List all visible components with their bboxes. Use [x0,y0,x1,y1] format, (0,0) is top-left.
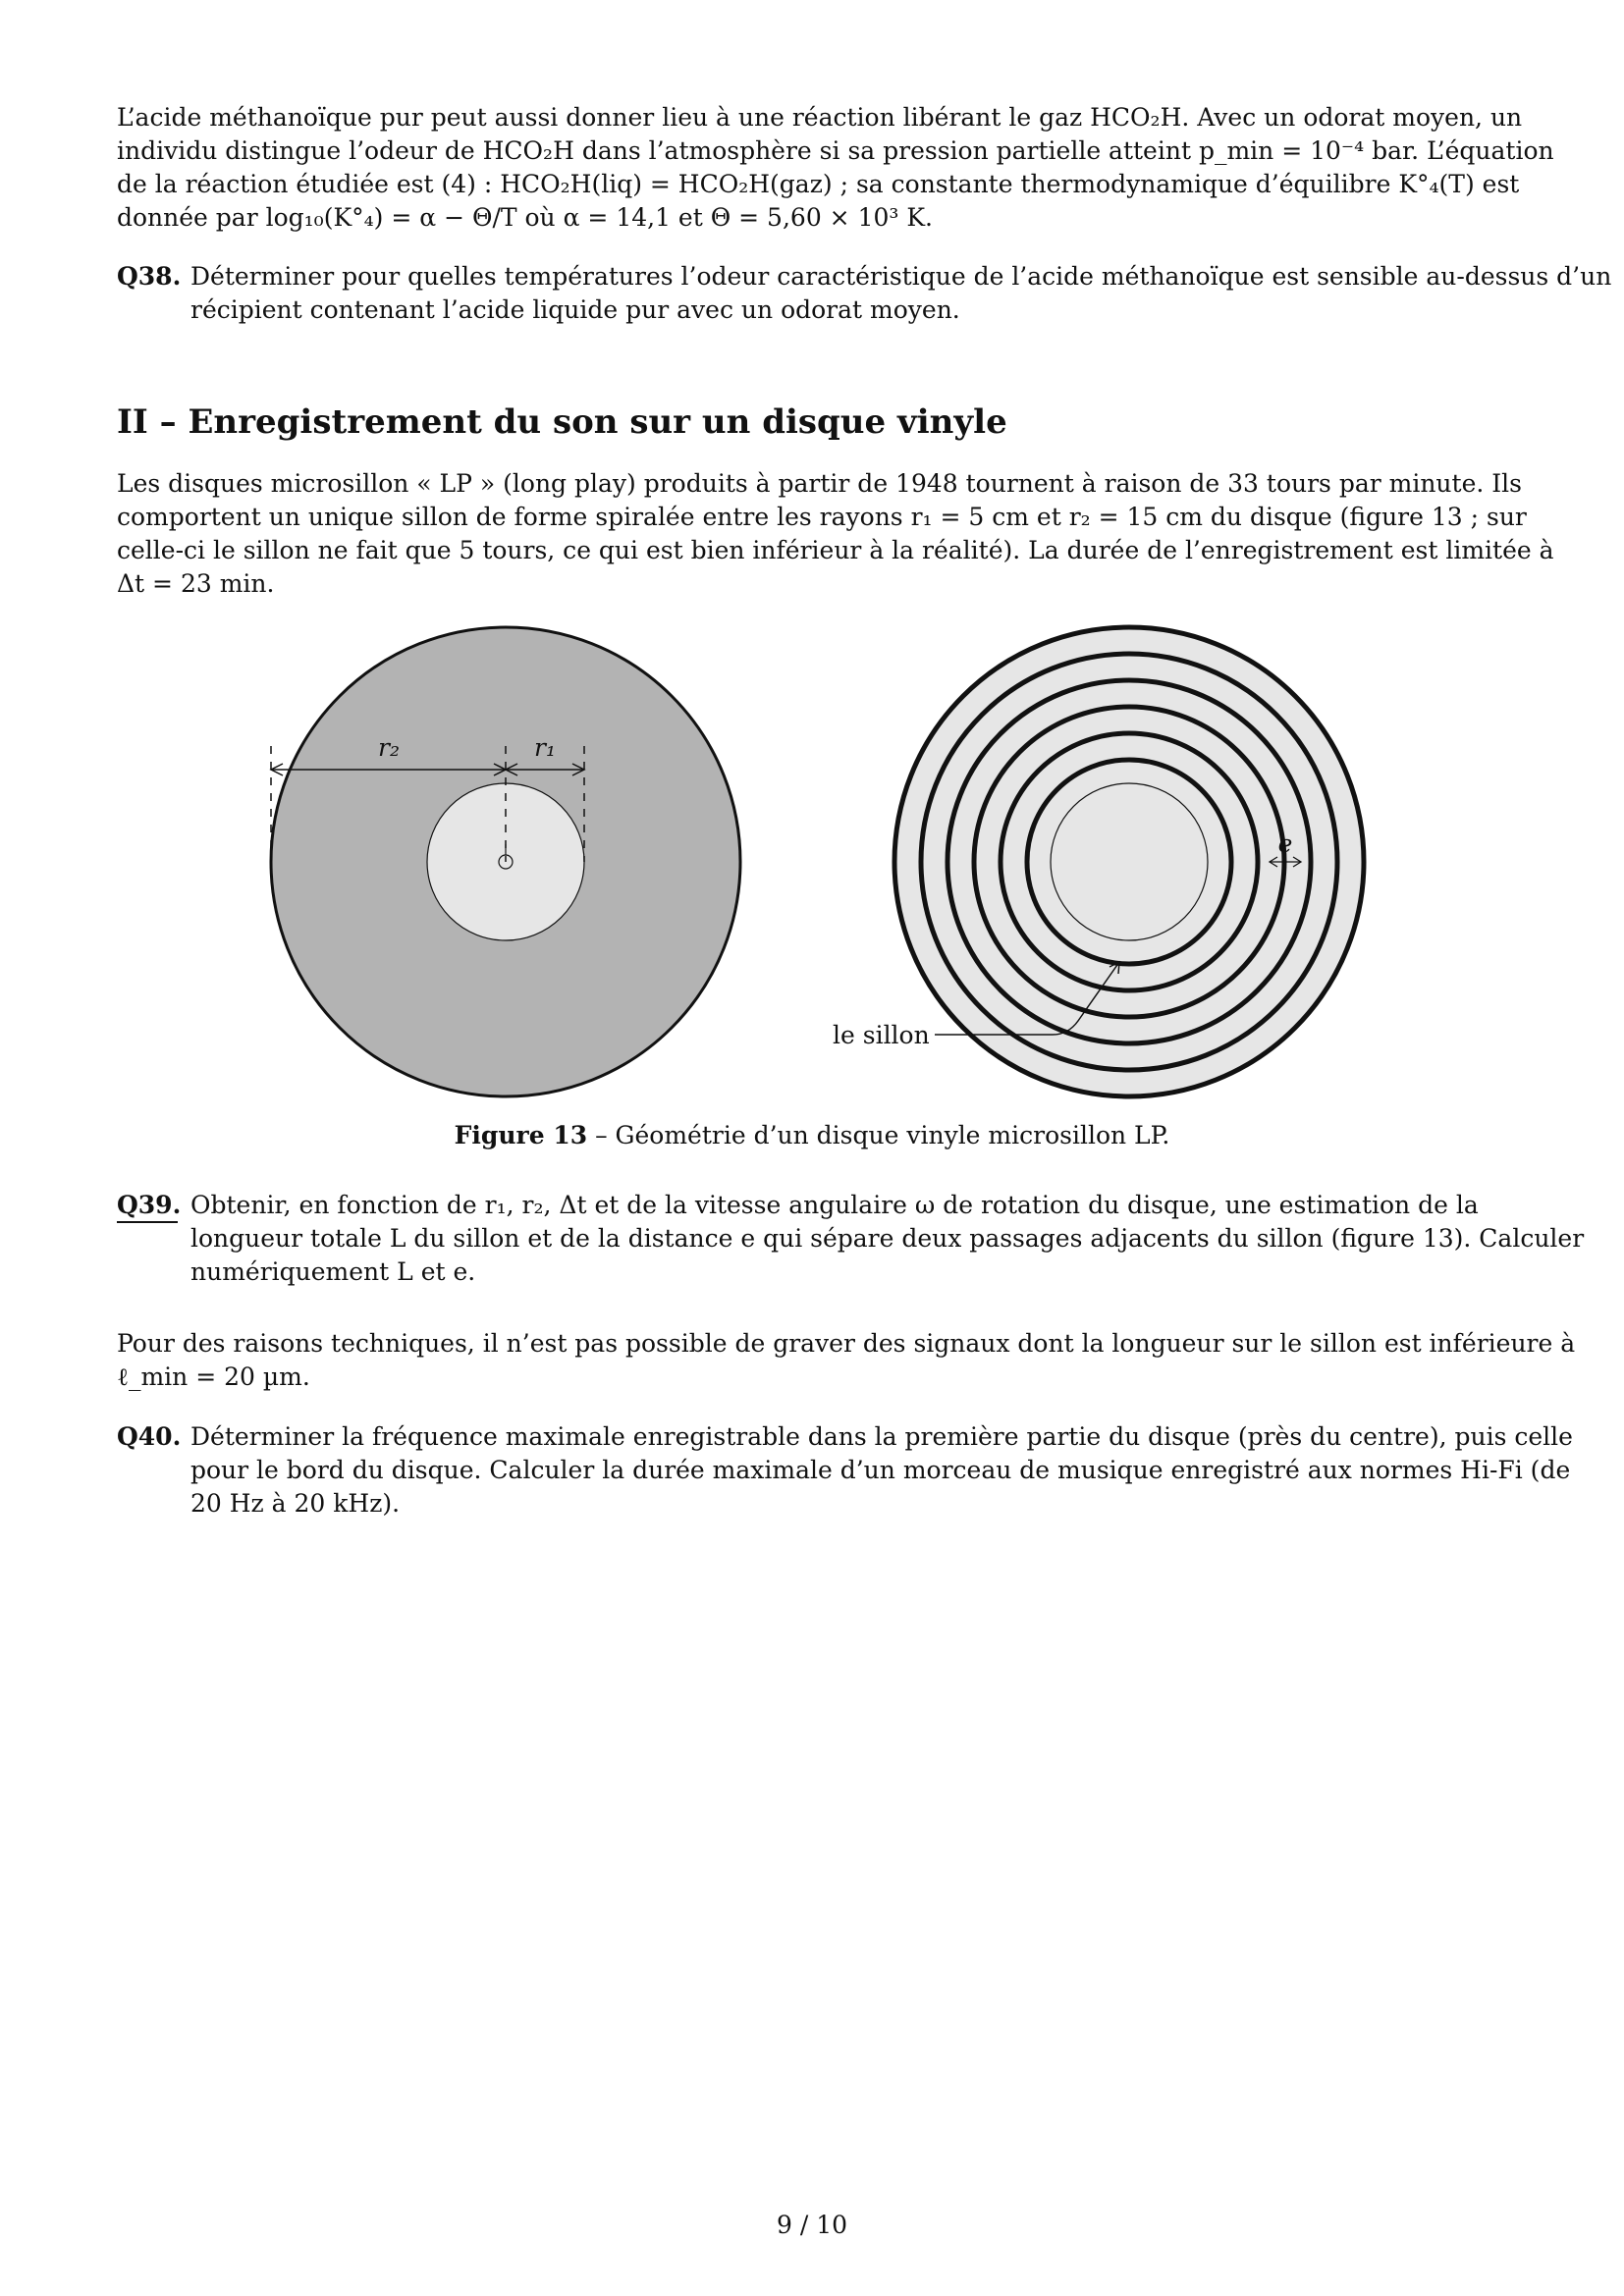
caption-label: Figure 13 [454,1121,588,1149]
tech-paragraph [117,1327,1576,1394]
intro-line: individu distingue l’odeur de HCO₂H dans l’atmosphère si sa pression partielle atteint p_min = 10⁻⁴ bar. L’équation [117,136,1554,165]
question-label: Q40. [117,1422,182,1451]
question-line: Obtenir, en fonction de r₁, r₂, Δt et de la vitesse angulaire ω de rotation du disque, une estimation de la [190,1191,1479,1219]
vinyl-line: Les disques microsillon « LP » (long play) produits à partir de 1948 tournent à raison de 33 tours par minute. Ils [117,469,1522,498]
question-label: Q39. [117,1191,182,1219]
tech-line: ℓ_min = 20 µm. [117,1362,310,1391]
question-line: 20 Hz à 20 kHz). [190,1489,401,1518]
figure-caption [0,1119,1624,1152]
question-line: Déterminer pour quelles températures l’odeur caractéristique de l’acide méthanoïque est sensible au-dessus d’un [190,262,1612,291]
intro-line: de la réaction étudiée est (4) : HCO₂H(liq) = HCO₂H(gaz) ; sa constante thermodynamique d’équilibre K°₄(T) est [117,170,1520,198]
disc-left [271,627,740,1096]
vinyl-line: Δt = 23 min. [117,569,275,598]
r1-label: r₁ [534,733,556,762]
question-text [190,260,1612,327]
tech-line: Pour des raisons techniques, il n’est pas possible de graver des signaux dont la longueur sur le sillon est inférieure à [117,1329,1576,1358]
disc-right [833,627,1364,1096]
section-heading: II – Enregistrement du son sur un disque vinyle [117,402,1007,442]
disc-label-area [1051,783,1208,940]
vinyl-line: celle-ci le sillon ne fait que 5 tours, ce qui est bien inférieur à la réalité). La durée de l’enregistrement est limitée à [117,536,1554,564]
question-label-underline [117,1221,178,1223]
question-label: Q38. [117,262,182,291]
question-line: pour le bord du disque. Calculer la durée maximale d’un morceau de musique enregistré aux normes Hi-Fi (de [190,1456,1571,1484]
vinyl-line: comportent un unique sillon de forme spiralée entre les rayons r₁ = 5 cm et r₂ = 15 cm du disque (figure 13 ; sur [117,503,1527,531]
question-q40 [117,1420,1573,1522]
intro-line: donnée par log₁₀(K°₄) = α − Θ/T où α = 14,1 et Θ = 5,60 × 10³ K. [117,203,933,232]
figure-13 [0,609,1624,1109]
e-label: e [1277,829,1293,858]
question-q38 [117,260,1612,329]
caption-text: – Géométrie d’un disque vinyle microsillon LP. [587,1121,1170,1149]
sillon-label: le sillon [833,1021,930,1049]
vinyl-paragraph [117,467,1554,601]
question-line: Déterminer la fréquence maximale enregistrable dans la première partie du disque (près du centre), puis celle [190,1422,1573,1451]
intro-line: L’acide méthanoïque pur peut aussi donner lieu à une réaction libérant le gaz HCO₂H. Avec un odorat moyen, un [117,103,1523,132]
intro-paragraph [117,101,1554,235]
question-line: longueur totale L du sillon et de la distance e qui sépare deux passages adjacents du sillon (figure 13). Calculer [190,1224,1585,1253]
question-text [190,1189,1585,1289]
question-q39 [117,1189,1585,1291]
question-line: numériquement L et e. [190,1257,476,1286]
page-number: 9 / 10 [776,2211,848,2239]
question-text [190,1420,1573,1521]
question-line: récipient contenant l’acide liquide pur avec un odorat moyen. [190,295,960,324]
r2-label: r₂ [378,733,400,762]
